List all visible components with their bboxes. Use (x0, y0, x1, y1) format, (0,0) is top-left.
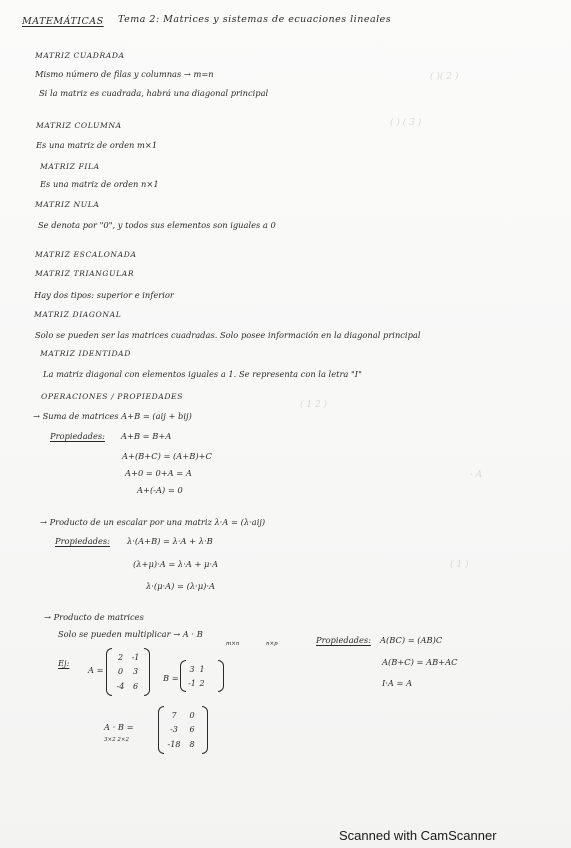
heading-matriz-triangular: MATRIZ TRIANGULAR (35, 269, 135, 278)
matrix-b-cell: 2 (199, 678, 205, 688)
producto-prop-1: A(BC) = (AB)C (380, 635, 443, 645)
text-nula: Se denota por "0", y todos sus elementos son iguales a 0 (38, 220, 276, 230)
matrix-b (180, 660, 224, 692)
producto-title: → Producto de matrices (44, 612, 144, 622)
heading-matriz-diagonal: MATRIZ DIAGONAL (34, 310, 122, 319)
text-identidad: La matriz diagonal con elementos iguales a 1. Se representa con la letra "I" (43, 369, 362, 379)
text-diagonal: Solo se pueden ser las matrices cuadradas. Solo posee información en la diagonal principal (35, 330, 421, 340)
suma-propiedades-label: Propiedades: (50, 431, 105, 441)
heading-matriz-fila: MATRIZ FILA (40, 162, 100, 171)
product-ab-dims: 3×2 2×2 (104, 737, 129, 743)
heading-matriz-nula: MATRIZ NULA (35, 200, 100, 209)
dim-a: m×n (226, 641, 240, 647)
matrix-a-cell: -1 (131, 652, 140, 662)
matrix-ab (158, 706, 208, 754)
matrix-a (106, 648, 150, 696)
matrix-b-cell: 3 (189, 664, 195, 674)
matrix-ab-cell: 7 (171, 710, 177, 720)
product-ab-name: A · B = (104, 722, 134, 732)
matrix-a-cell: 3 (132, 667, 139, 677)
matrix-b-name: B = (163, 673, 179, 683)
text-fila: Es una matriz de orden n×1 (40, 179, 159, 189)
suma-prop-4: A+(-A) = 0 (137, 485, 183, 495)
heading-matriz-cuadrada: MATRIZ CUADRADA (35, 51, 125, 60)
suma-title: → Suma de matrices A+B = (aij + bij) (33, 411, 192, 421)
producto-prop-3: I·A = A (382, 678, 413, 688)
text-cuadrada-2: Si la matriz es cuadrada, habrá una diagonal principal (39, 88, 269, 98)
scanned-notes-page: ( )( 2 ) ( ) ( 3 ) ( 1 2 ) · A ( 1 ) MATEMÁTICAS Tema 2: Matrices y sistemas de ecuaciones lineales MATRIZ CUADRADA Mismo número de filas y columnas → m=n Si la matriz es cuadrada, habrá una diagonal principal MATRIZ COLUMNA Es una matriz de orden m×1 MATRIZ FILA Es una matriz de orden n×1 MATRIZ NULA Se denota por "0", y todos sus elementos son iguales a 0 MATRIZ ESCALONADA MATRIZ TRIANGULAR Hay dos tipos: superior e inferior MATRIZ DIAGONAL Solo se pueden ser las matrices cuadradas. Solo posee información en la diagonal principal MATRIZ IDENTIDAD La matriz diagonal con elementos iguales a 1. Se representa con la letra "I" OPERACIONES / PROPIEDADES → Suma de matrices A+B = (aij + bij) Propiedades: A+B = B+A A+(B+C) = (A+B)+C A+0 = 0+A = A A+(-A) = 0 → Producto de un escalar por una matriz λ·A = (λ·aij) Propiedades: λ·(A+B) = λ·A + λ·B (λ+μ)·A = λ·A + μ·A λ·(μ·A) = (λ·μ)·A → Producto de matrices Solo se pueden multiplicar → A · B m×n n×p Propiedades: A(BC) = (AB)C A(B+C) = AB+AC I·A = A Ej: A = 2 -1 0 3 -4 6 B = 3 1 -1 2 A · B = 3×2 2×2 7 0 -3 6 -18 8 Scanned with CamScanner (0, 0, 571, 848)
matrix-ab-cell: 0 (189, 710, 195, 720)
escalar-prop-2: (λ+μ)·A = λ·A + μ·A (133, 559, 219, 569)
subject-title: MATEMÁTICAS (22, 16, 104, 27)
dim-b: n×p (266, 641, 278, 647)
matrix-a-cell: 0 (117, 667, 124, 677)
matrix-ab-cell: 8 (189, 740, 195, 750)
suma-prop-2: A+(B+C) = (A+B)+C (122, 451, 212, 461)
suma-prop-3: A+0 = 0+A = A (125, 468, 192, 478)
escalar-prop-3: λ·(μ·A) = (λ·μ)·A (146, 581, 216, 591)
heading-operaciones: OPERACIONES / PROPIEDADES (41, 392, 184, 401)
suma-prop-1: A+B = B+A (121, 431, 172, 441)
heading-matriz-columna: MATRIZ COLUMNA (36, 121, 122, 130)
matrix-ab-cell: -18 (167, 740, 181, 750)
matrix-a-cell: 2 (117, 652, 124, 662)
text-triangular: Hay dos tipos: superior e inferior (34, 290, 174, 300)
matrix-ab-cell: -3 (170, 725, 178, 735)
text-cuadrada-1: Mismo número de filas y columnas → m=n (35, 69, 214, 79)
producto-propiedades-label: Propiedades: (316, 635, 371, 645)
producto-text: Solo se pueden multiplicar → A · B (58, 629, 203, 639)
example-label: Ej: (58, 658, 70, 668)
escalar-propiedades-label: Propiedades: (55, 536, 110, 546)
matrix-a-cell: 6 (132, 682, 139, 692)
heading-matriz-escalonada: MATRIZ ESCALONADA (35, 250, 137, 259)
matrix-ab-cell: 6 (189, 725, 195, 735)
scanner-watermark: Scanned with CamScanner (339, 828, 497, 843)
heading-matriz-identidad: MATRIZ IDENTIDAD (40, 349, 131, 358)
matrix-b-cell: 1 (199, 664, 205, 674)
text-columna: Es una matriz de orden m×1 (36, 140, 158, 150)
escalar-prop-1: λ·(A+B) = λ·A + λ·B (127, 536, 213, 546)
matrix-b-cell: -1 (188, 678, 196, 688)
producto-prop-2: A(B+C) = AB+AC (382, 657, 458, 667)
escalar-title: → Producto de un escalar por una matriz λ·A = (λ·aij) (40, 517, 266, 527)
topic-title: Tema 2: Matrices y sistemas de ecuaciones lineales (118, 14, 392, 25)
matrix-a-name: A = (88, 665, 104, 675)
matrix-a-cell: -4 (116, 682, 125, 692)
